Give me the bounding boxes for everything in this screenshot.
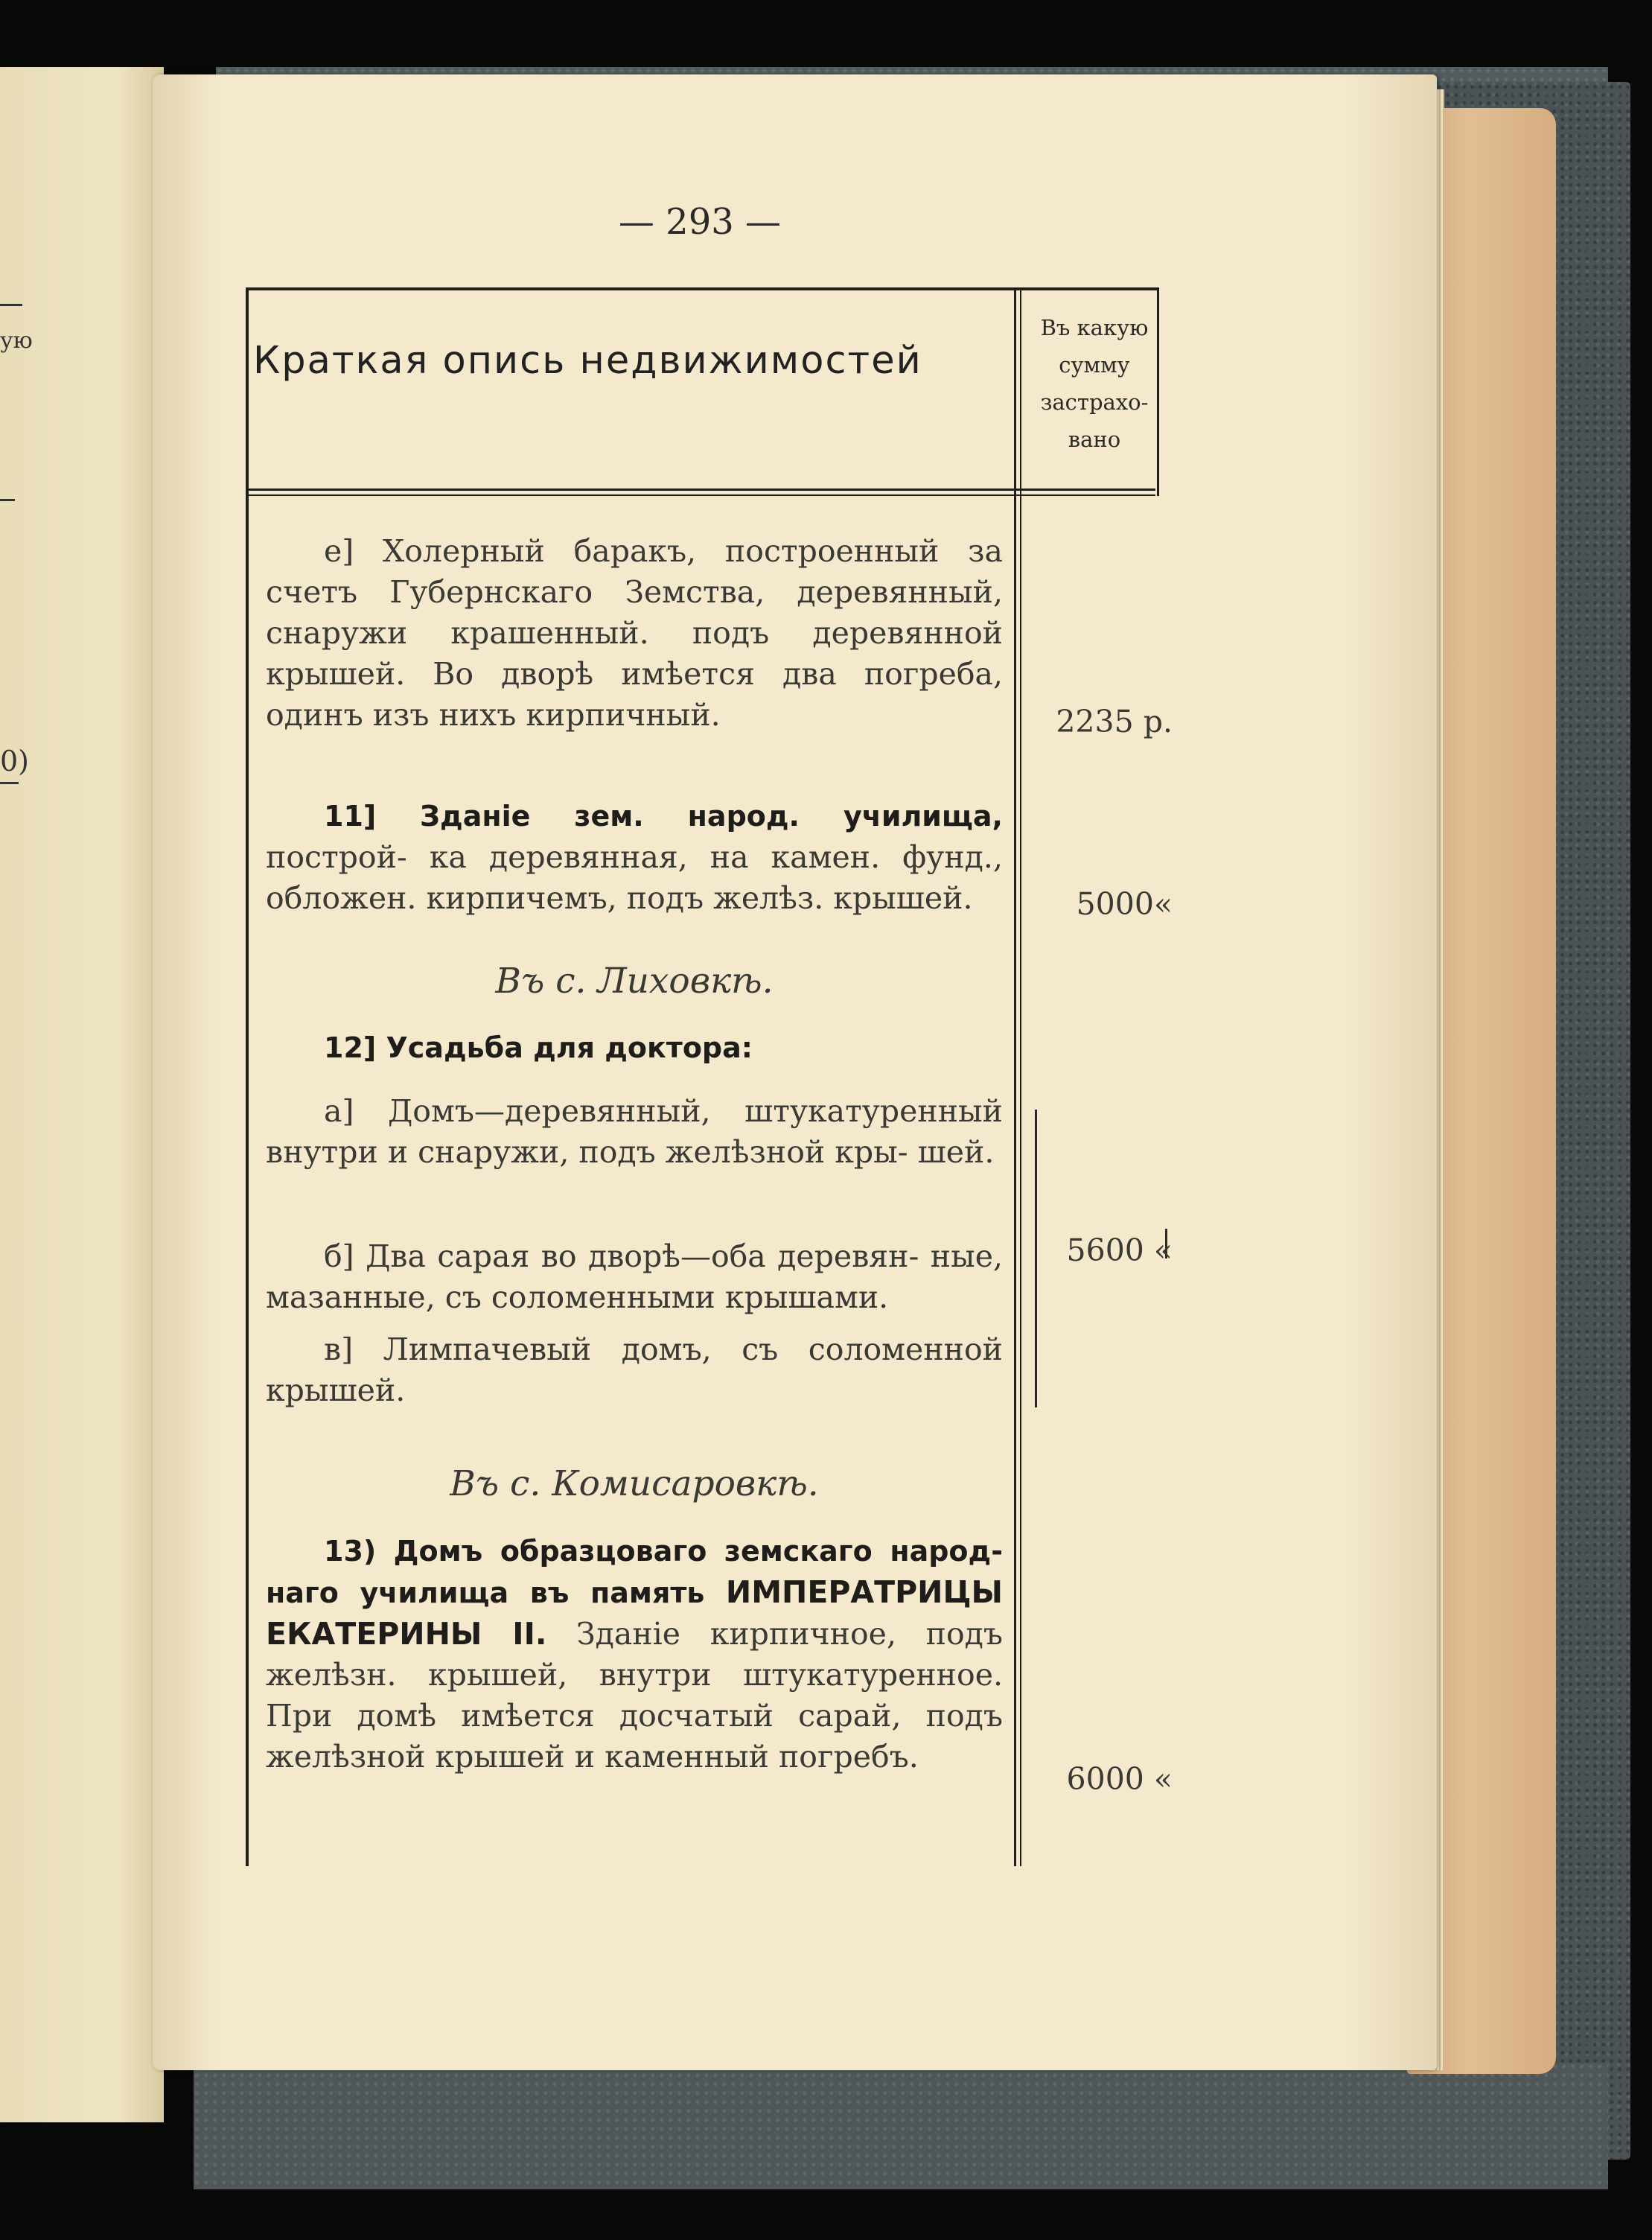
- item-13-text: [266, 1530, 1003, 1778]
- entry-11-title: Зданіе зем. народ. училища,: [420, 800, 1003, 833]
- entry-11-number: 11]: [324, 800, 377, 833]
- village-heading-komisarovka: Въ с. Комисаровкѣ.: [450, 1463, 819, 1504]
- entry-e-text: е] Холерный баракъ, построенный за счетъ Губернскаго Земства, деревянный, снаружи крашенный. подъ деревянной крышей. Во дворѣ имѣется два погреба, одинъ изъ нихъ кирпичный.: [266, 533, 1003, 733]
- table-top-rule: [246, 287, 1159, 290]
- column-header-sum: [1020, 309, 1169, 458]
- item-13-title: Домъ образцоваго земскаго народ- наго училища въ память: [266, 1535, 1003, 1609]
- item-12-c: в] Лимпачевый домъ, съ соломенной крышей.: [266, 1331, 1003, 1408]
- header-sum-line: сумму: [1059, 352, 1130, 378]
- header-bottom-rule-2: [249, 494, 1155, 496]
- item-12-brace-left: [1035, 1110, 1037, 1407]
- village-heading-likhovka: Въ с. Лиховкѣ.: [495, 961, 774, 1002]
- item-12-a: а] Домъ—деревянный, штукатуренный внутри и снаружи, подъ желѣзной кры- шей.: [266, 1093, 1003, 1170]
- page-number: — 293 —: [618, 201, 782, 243]
- item-13-body: Зданіе кирпичное, подъ желѣзн. крышей, внутри штукатуренное. При домѣ имѣется досчатый сарай, подъ желѣзной крышей и каменный погребъ.: [266, 1616, 1004, 1775]
- item-13-sum: 6000 «: [1066, 1761, 1173, 1797]
- item-12-heading: 12] Усадьба для доктора:: [324, 1031, 753, 1064]
- entry-11-sum: 5000«: [1076, 886, 1173, 922]
- header-sum-line: вано: [1068, 427, 1121, 452]
- item-13-number: 13): [324, 1535, 377, 1568]
- column-header-description: Краткая опись недвижимостей: [253, 339, 922, 383]
- column-divider: [1014, 287, 1016, 1866]
- book-cover-bottom: [194, 2063, 1608, 2189]
- header-sum-line: застрахо-: [1040, 389, 1149, 415]
- item-13-empress: ИМПЕРАТРИЦЫ ЕКАТЕРИНЫ II.: [266, 1574, 1003, 1652]
- header-sum-line: Въ какую: [1040, 315, 1149, 340]
- entry-e-sum: 2235 р.: [1056, 704, 1173, 739]
- left-page-fragment-1: ую: [0, 328, 33, 354]
- header-bottom-rule: [249, 489, 1155, 491]
- left-page-fragment-2: 0): [0, 745, 30, 777]
- left-facing-page: [0, 67, 164, 2122]
- column-divider-2: [1020, 287, 1021, 1866]
- entry-11-body: построй- ка деревянная, на камен. фунд., обложен. кирпичемъ, подъ желѣз. крышей.: [266, 839, 1003, 916]
- item-12-sum: 5600 «: [1066, 1232, 1173, 1268]
- table-left-rule: [246, 287, 249, 1866]
- entry-11-text: [266, 795, 1003, 919]
- item-12-b: б] Два сарая во дворѣ—оба деревян- ные, мазанные, съ соломенными крышами.: [266, 1238, 1003, 1315]
